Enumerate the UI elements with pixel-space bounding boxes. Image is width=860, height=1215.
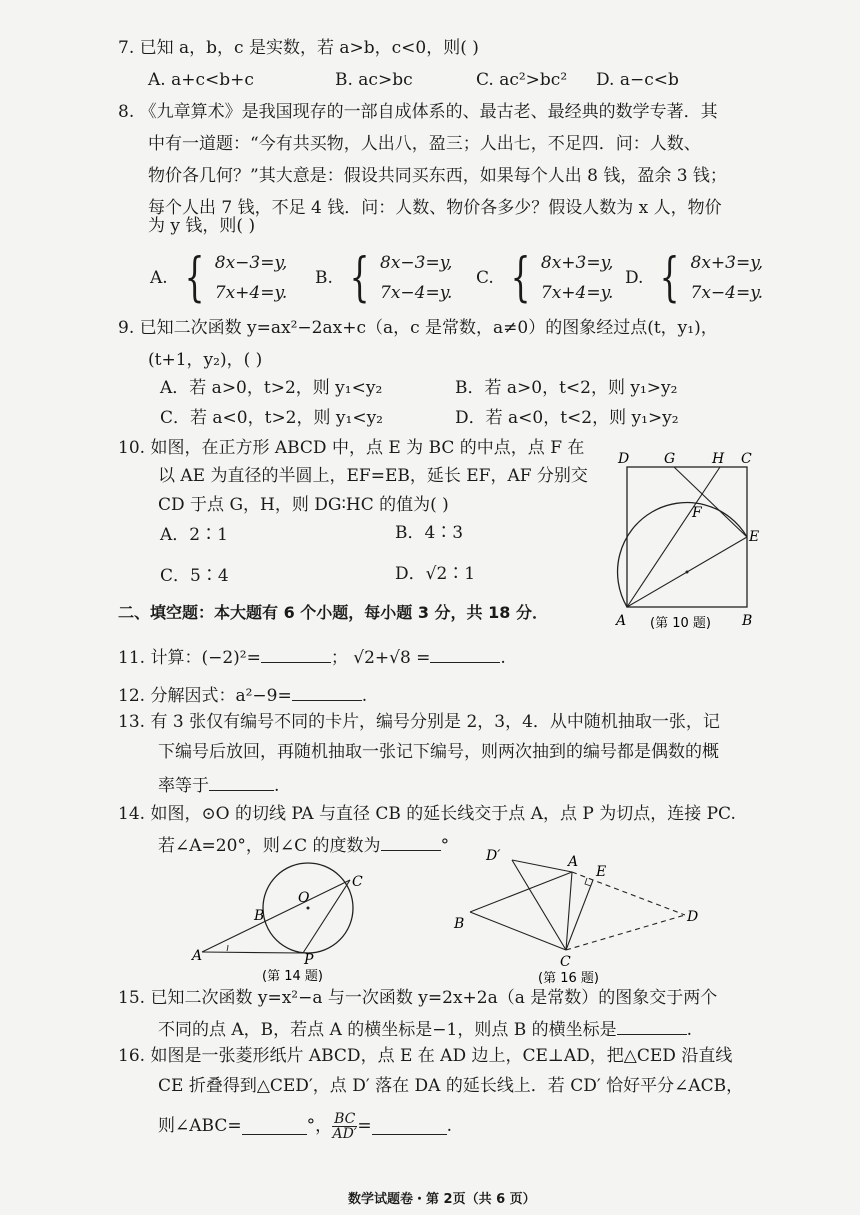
q14-blank[interactable]: [381, 834, 441, 851]
q8-option-c-row1: 8x+3=y,: [540, 253, 614, 273]
q16-frac-num: BC: [334, 1111, 356, 1127]
q12-part-a: 12. 分解因式：a²−9=: [118, 686, 292, 706]
q16-label-d-prime: D′: [486, 848, 501, 864]
q15-blank[interactable]: [617, 1018, 687, 1035]
q14-label-b: B: [254, 908, 265, 924]
q16-frac-den: AD′: [332, 1126, 357, 1142]
q8-line2: 中有一道题：“今有共买物，人出八，盈三；人出七，不足四．问：人数、: [148, 134, 701, 154]
q8-option-a-label: A.: [150, 268, 168, 288]
q10-figure: [612, 445, 762, 630]
q8-option-b-row1: 8x−3=y,: [380, 253, 453, 273]
q13-end: .: [274, 776, 280, 796]
q11-blank-1[interactable]: [261, 646, 331, 663]
q8-option-b-label: B.: [315, 268, 333, 288]
q8-line4: 每个人出 7 钱，不足 4 钱．问：人数、物价各多少？假设人数为 x 人，物价: [148, 198, 722, 218]
q16-label-b: B: [454, 916, 465, 932]
q10-label-c: C: [741, 451, 752, 467]
q14-label-a: A: [192, 948, 203, 964]
q14-label-p: P: [304, 952, 314, 968]
q14-end: °: [440, 836, 450, 856]
q16-fraction: [332, 1112, 357, 1141]
q16-blank-1[interactable]: [242, 1118, 307, 1135]
q15-line2-text: 不同的点 A，B，若点 A 的横坐标是−1，则点 B 的横坐标是: [158, 1020, 617, 1040]
q13-line3: [158, 774, 279, 795]
q16-label-e: E: [596, 864, 607, 880]
q8-line5: 为 y 钱，则( ): [148, 216, 256, 236]
q7-option-d: D. a−c<b: [596, 70, 679, 90]
q8-option-a-row2: 7x+4=y.: [214, 283, 288, 303]
q16-label-d: D: [687, 909, 699, 925]
q12-line: [118, 684, 367, 705]
q8-option-b-row2: 7x−4=y.: [380, 283, 453, 303]
q10-caption: (第 10 题): [650, 616, 711, 630]
q10-label-e: E: [749, 529, 760, 545]
q10-line2: 以 AE 为直径的半圆上，EF=EB，延长 EF，AF 分别交: [158, 466, 588, 486]
q8-option-d-row2: 7x−4=y.: [690, 283, 763, 303]
q15-line1: 15. 已知二次函数 y=x²−a 与一次函数 y=2x+2a（a 是常数）的图象交于两个: [118, 988, 718, 1008]
q7-option-c: C. ac²>bc²: [476, 70, 568, 90]
q11-blank-2[interactable]: [430, 646, 500, 663]
q11-end: .: [500, 648, 506, 668]
q9-option-d: D．若 a<0，t<2，则 y₁>y₂: [455, 408, 679, 428]
q10-line1: 10. 如图，在正方形 ABCD 中，点 E 为 BC 的中点，点 F 在: [118, 438, 585, 458]
q8-option-c-label: C.: [476, 268, 494, 288]
q8-option-b: B. { 8x−3=y, 7x−4=y.: [315, 248, 453, 308]
q14-line1: 14. 如图，⊙O 的切线 PA 与直径 CB 的延长线交于点 A，点 P 为切点，连接 PC.: [118, 804, 736, 824]
q10-option-c: C．5∶4: [160, 566, 229, 586]
q9-option-a: A．若 a>0，t>2，则 y₁<y₂: [160, 378, 383, 398]
q7-option-b: B. ac>bc: [335, 70, 413, 90]
page-footer: 数学试题卷・第 2页（共 6 页）: [348, 1192, 536, 1207]
q16-blank-2[interactable]: [372, 1118, 447, 1135]
q16-line3-a: 则∠ABC=: [158, 1116, 242, 1136]
q10-option-d: D．√2∶1: [395, 564, 476, 584]
q8-option-c: C. { 8x+3=y, 7x+4=y.: [476, 248, 614, 308]
q13-line3-text: 率等于: [158, 776, 209, 796]
q10-label-d: D: [618, 451, 630, 467]
q8-option-a: A. { 8x−3=y, 7x+4=y.: [150, 248, 288, 308]
q8-option-d-label: D.: [625, 268, 644, 288]
section-2-heading: 二、填空题：本大题有 6 个小题，每小题 3 分，共 18 分．: [118, 603, 548, 622]
q7-stem: 7. 已知 a，b，c 是实数，若 a>b，c<0，则( ): [118, 38, 479, 58]
q13-line1: 13. 有 3 张仅有编号不同的卡片，编号分别是 2，3，4．从中随机抽取一张，记: [118, 712, 720, 732]
q14-label-c: C: [352, 874, 363, 890]
q16-line1: 16. 如图是一张菱形纸片 ABCD，点 E 在 AD 边上，CE⊥AD，把△CED 沿直线: [118, 1046, 733, 1066]
q14-label-o: O: [298, 890, 310, 906]
q11-part-b: ； √2+√8 =: [330, 648, 431, 668]
q9-line1: 9. 已知二次函数 y=ax²−2ax+c（a，c 是常数，a≠0）的图象经过点(t，y₁)，: [118, 318, 718, 338]
q16-label-a: A: [568, 854, 579, 870]
q11-part-a: 11. 计算：(−2)²=: [118, 648, 261, 668]
q16-label-c: C: [560, 954, 571, 970]
q10-option-b: B．4∶3: [395, 523, 464, 543]
q8-line1: 8. 《九章算术》是我国现存的一部自成体系的、最古老、最经典的数学专著．其: [118, 102, 718, 122]
q9-line2: (t+1，y₂)，( ): [148, 350, 263, 370]
q10-label-h: H: [712, 451, 725, 467]
q16-caption: (第 16 题): [538, 971, 599, 984]
q8-option-d-row1: 8x+3=y,: [690, 253, 763, 273]
q15-end: .: [686, 1020, 693, 1040]
q13-blank[interactable]: [209, 774, 274, 791]
q15-line2: [158, 1018, 692, 1039]
q10-line3: CD 于点 G，H，则 DG∶HC 的值为( ): [158, 495, 449, 515]
q8-option-a-row1: 8x−3=y,: [214, 253, 288, 273]
q16-line3-b: °，: [306, 1116, 333, 1136]
q12-end: .: [361, 686, 368, 706]
q13-line2: 下编号后放回，再随机抽取一张记下编号，则两次抽到的编号都是偶数的概: [158, 742, 719, 762]
q10-label-b: B: [742, 613, 753, 629]
q10-label-g: G: [664, 451, 676, 467]
q8-line3: 物价各几何？”其大意是：假设共同买东西，如果每个人出 8 钱，盈余 3 钱；: [148, 166, 727, 186]
q10-label-a: A: [616, 613, 627, 629]
q14-caption: (第 14 题): [262, 969, 323, 984]
q9-option-c: C．若 a<0，t>2，则 y₁<y₂: [160, 408, 383, 428]
q16-figure: [450, 842, 710, 984]
q8-option-d: D. { 8x+3=y, 7x−4=y.: [625, 248, 763, 308]
q8-option-c-row2: 7x+4=y.: [540, 283, 614, 303]
q14-line2-text: 若∠A=20°，则∠C 的度数为: [158, 836, 381, 856]
q16-line3: [158, 1112, 452, 1141]
q16-end: .: [446, 1116, 453, 1136]
q14-line2: [158, 834, 449, 855]
q12-blank[interactable]: [292, 684, 362, 701]
q11-line: [118, 646, 506, 667]
q7-option-a: A. a+c<b+c: [148, 70, 254, 90]
q16-line3-c: =: [357, 1116, 372, 1136]
q16-line2: CE 折叠得到△CED′，点 D′ 落在 DA 的延长线上．若 CD′ 恰好平分∠ACB，: [158, 1076, 744, 1096]
q9-option-b: B．若 a>0，t<2，则 y₁>y₂: [455, 378, 678, 398]
q14-figure: [190, 860, 380, 985]
q10-label-f: F: [692, 505, 702, 521]
q10-option-a: A．2∶1: [160, 525, 228, 545]
